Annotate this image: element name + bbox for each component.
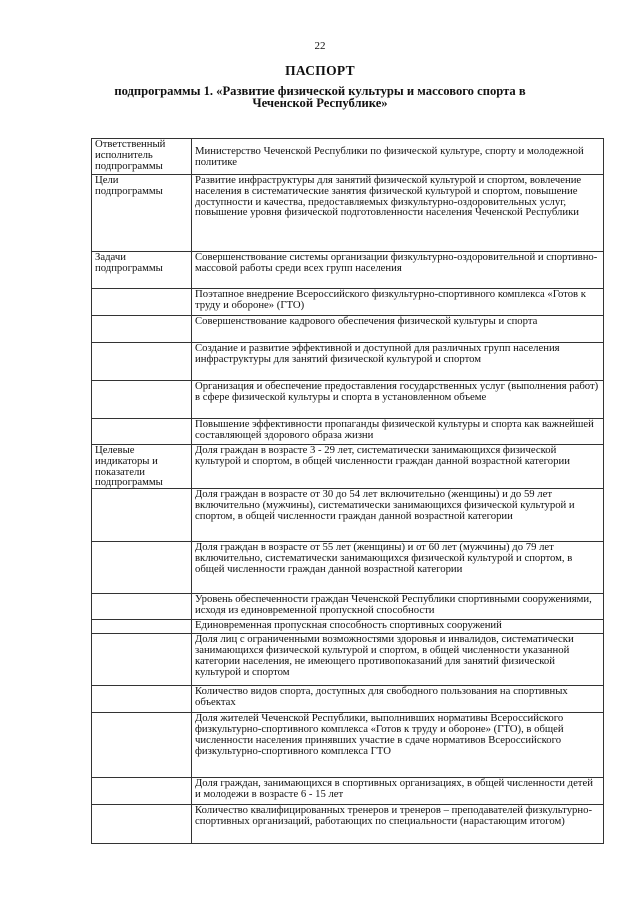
table-row-indicator [92,634,604,686]
row-value: Развитие инфраструктуры для занятий физической культурой и спортом, вовлечение населения в систематические занятия физической культурой и спортом, повышение доступности и качества, предоставляемых физкультурно-оздоровительных услуг, повышение уровня физической подготовленности населения Чеченской Республики [192,175,604,252]
row-label-cont [92,343,192,381]
row-label-cont [92,713,192,778]
row-label-cont [92,419,192,445]
table-row-task [92,419,604,445]
table-row-task [92,316,604,343]
row-label-cont [92,542,192,594]
row-label-cont [92,381,192,419]
indicator-item: Количество квалифицированных тренеров и тренеров – преподавателей физкультурно-спортивных организаций, работающих по специальности (нарастающим итогом) [192,805,604,844]
row-label-cont [92,316,192,343]
row-label-cont [92,489,192,542]
row-label: Ответственный исполнитель подпрограммы [92,139,192,175]
row-label-cont [92,620,192,634]
task-item: Повышение эффективности пропаганды физической культуры и спорта как важнейшей составляющей здорового образа жизни [192,419,604,445]
table-row-task [92,252,604,289]
indicator-item: Единовременная пропускная способность спортивных сооружений [192,620,604,634]
indicator-item: Доля граждан, занимающихся в спортивных организациях, в общей численности детей и молодежи в возрасте 6 - 15 лет [192,778,604,805]
indicator-item: Доля граждан в возрасте от 30 до 54 лет включительно (женщины) и до 59 лет включительно (мужчины), систематически занимающихся физической культурой и спортом, в общей численности граждан данной возрастной категории [192,489,604,542]
indicator-item: Количество видов спорта, доступных для свободного пользования на спортивных объектах [192,686,604,713]
task-item: Совершенствование кадрового обеспечения физической культуры и спорта [192,316,604,343]
table-row-indicator [92,686,604,713]
table-row-indicator [92,542,604,594]
row-value: Министерство Чеченской Республики по физической культуре, спорту и молодежной политике [192,139,604,175]
table-row-indicator [92,489,604,542]
row-label: Целевые индикаторы и показатели подпрограммы [92,445,192,489]
table-row-indicator [92,620,604,634]
row-label-cont [92,634,192,686]
page-number: 22 [314,40,326,52]
task-item: Организация и обеспечение предоставления государственных услуг (выполнения работ) в сфере физической культуры и спорта в установленном объеме [192,381,604,419]
indicator-item: Уровень обеспеченности граждан Чеченской Республики спортивными сооружениями, исходя из единовременной пропускной способности [192,594,604,620]
indicator-item: Доля граждан в возрасте 3 - 29 лет, систематически занимающихся физической культурой и спортом, в общей численности граждан данной возрастной категории [192,445,604,489]
task-item: Создание и развитие эффективной и доступной для различных групп населения инфраструктуры для занятий физической культурой и спортом [192,343,604,381]
indicator-item: Доля лиц с ограниченными возможностями здоровья и инвалидов, систематически занимающихся физической культурой и спортом, в общей численности указанной категории населения, не имеющего противопоказаний для занятий физической культурой и спортом [192,634,604,686]
document-subtitle: подпрограммы 1. «Развитие физической культуры и массового спорта в Чеченской Республике» [114,84,526,110]
row-label-cont [92,686,192,713]
table-row-task [92,343,604,381]
table-row-task [92,289,604,316]
row-label-cont [92,289,192,316]
table-row-indicator [92,445,604,489]
row-label: Задачи подпрограммы [92,252,192,289]
row-label-cont [92,805,192,844]
table-row-task [92,381,604,419]
table-row-responsible [92,139,604,175]
passport-table [91,138,604,844]
document-title: ПАСПОРТ [285,63,355,78]
table-row-goals [92,175,604,252]
task-item: Совершенствование системы организации физкультурно-оздоровительной и спортивно-массовой работы среди всех групп населения [192,252,604,289]
row-label: Цели подпрограммы [92,175,192,252]
task-item: Поэтапное внедрение Всероссийского физкультурно-спортивного комплекса «Готов к труду и обороне» (ГТО) [192,289,604,316]
table-row-indicator [92,713,604,778]
row-label-cont [92,594,192,620]
table-row-indicator [92,594,604,620]
indicator-item: Доля граждан в возрасте от 55 лет (женщины) и от 60 лет (мужчины) до 79 лет включительно, систематически занимающихся физической культурой и спортом, в общей численности граждан данной возрастной категории [192,542,604,594]
row-label-cont [92,778,192,805]
table-row-indicator [92,805,604,844]
table-row-indicator [92,778,604,805]
indicator-item: Доля жителей Чеченской Республики, выполнивших нормативы Всероссийского физкультурно-спортивного комплекса «Готов к труду и обороне» (ГТО), в общей численности населения принявших участие в сдаче нормативов Всероссийского физкультурно-спортивного комплекса ГТО [192,713,604,778]
